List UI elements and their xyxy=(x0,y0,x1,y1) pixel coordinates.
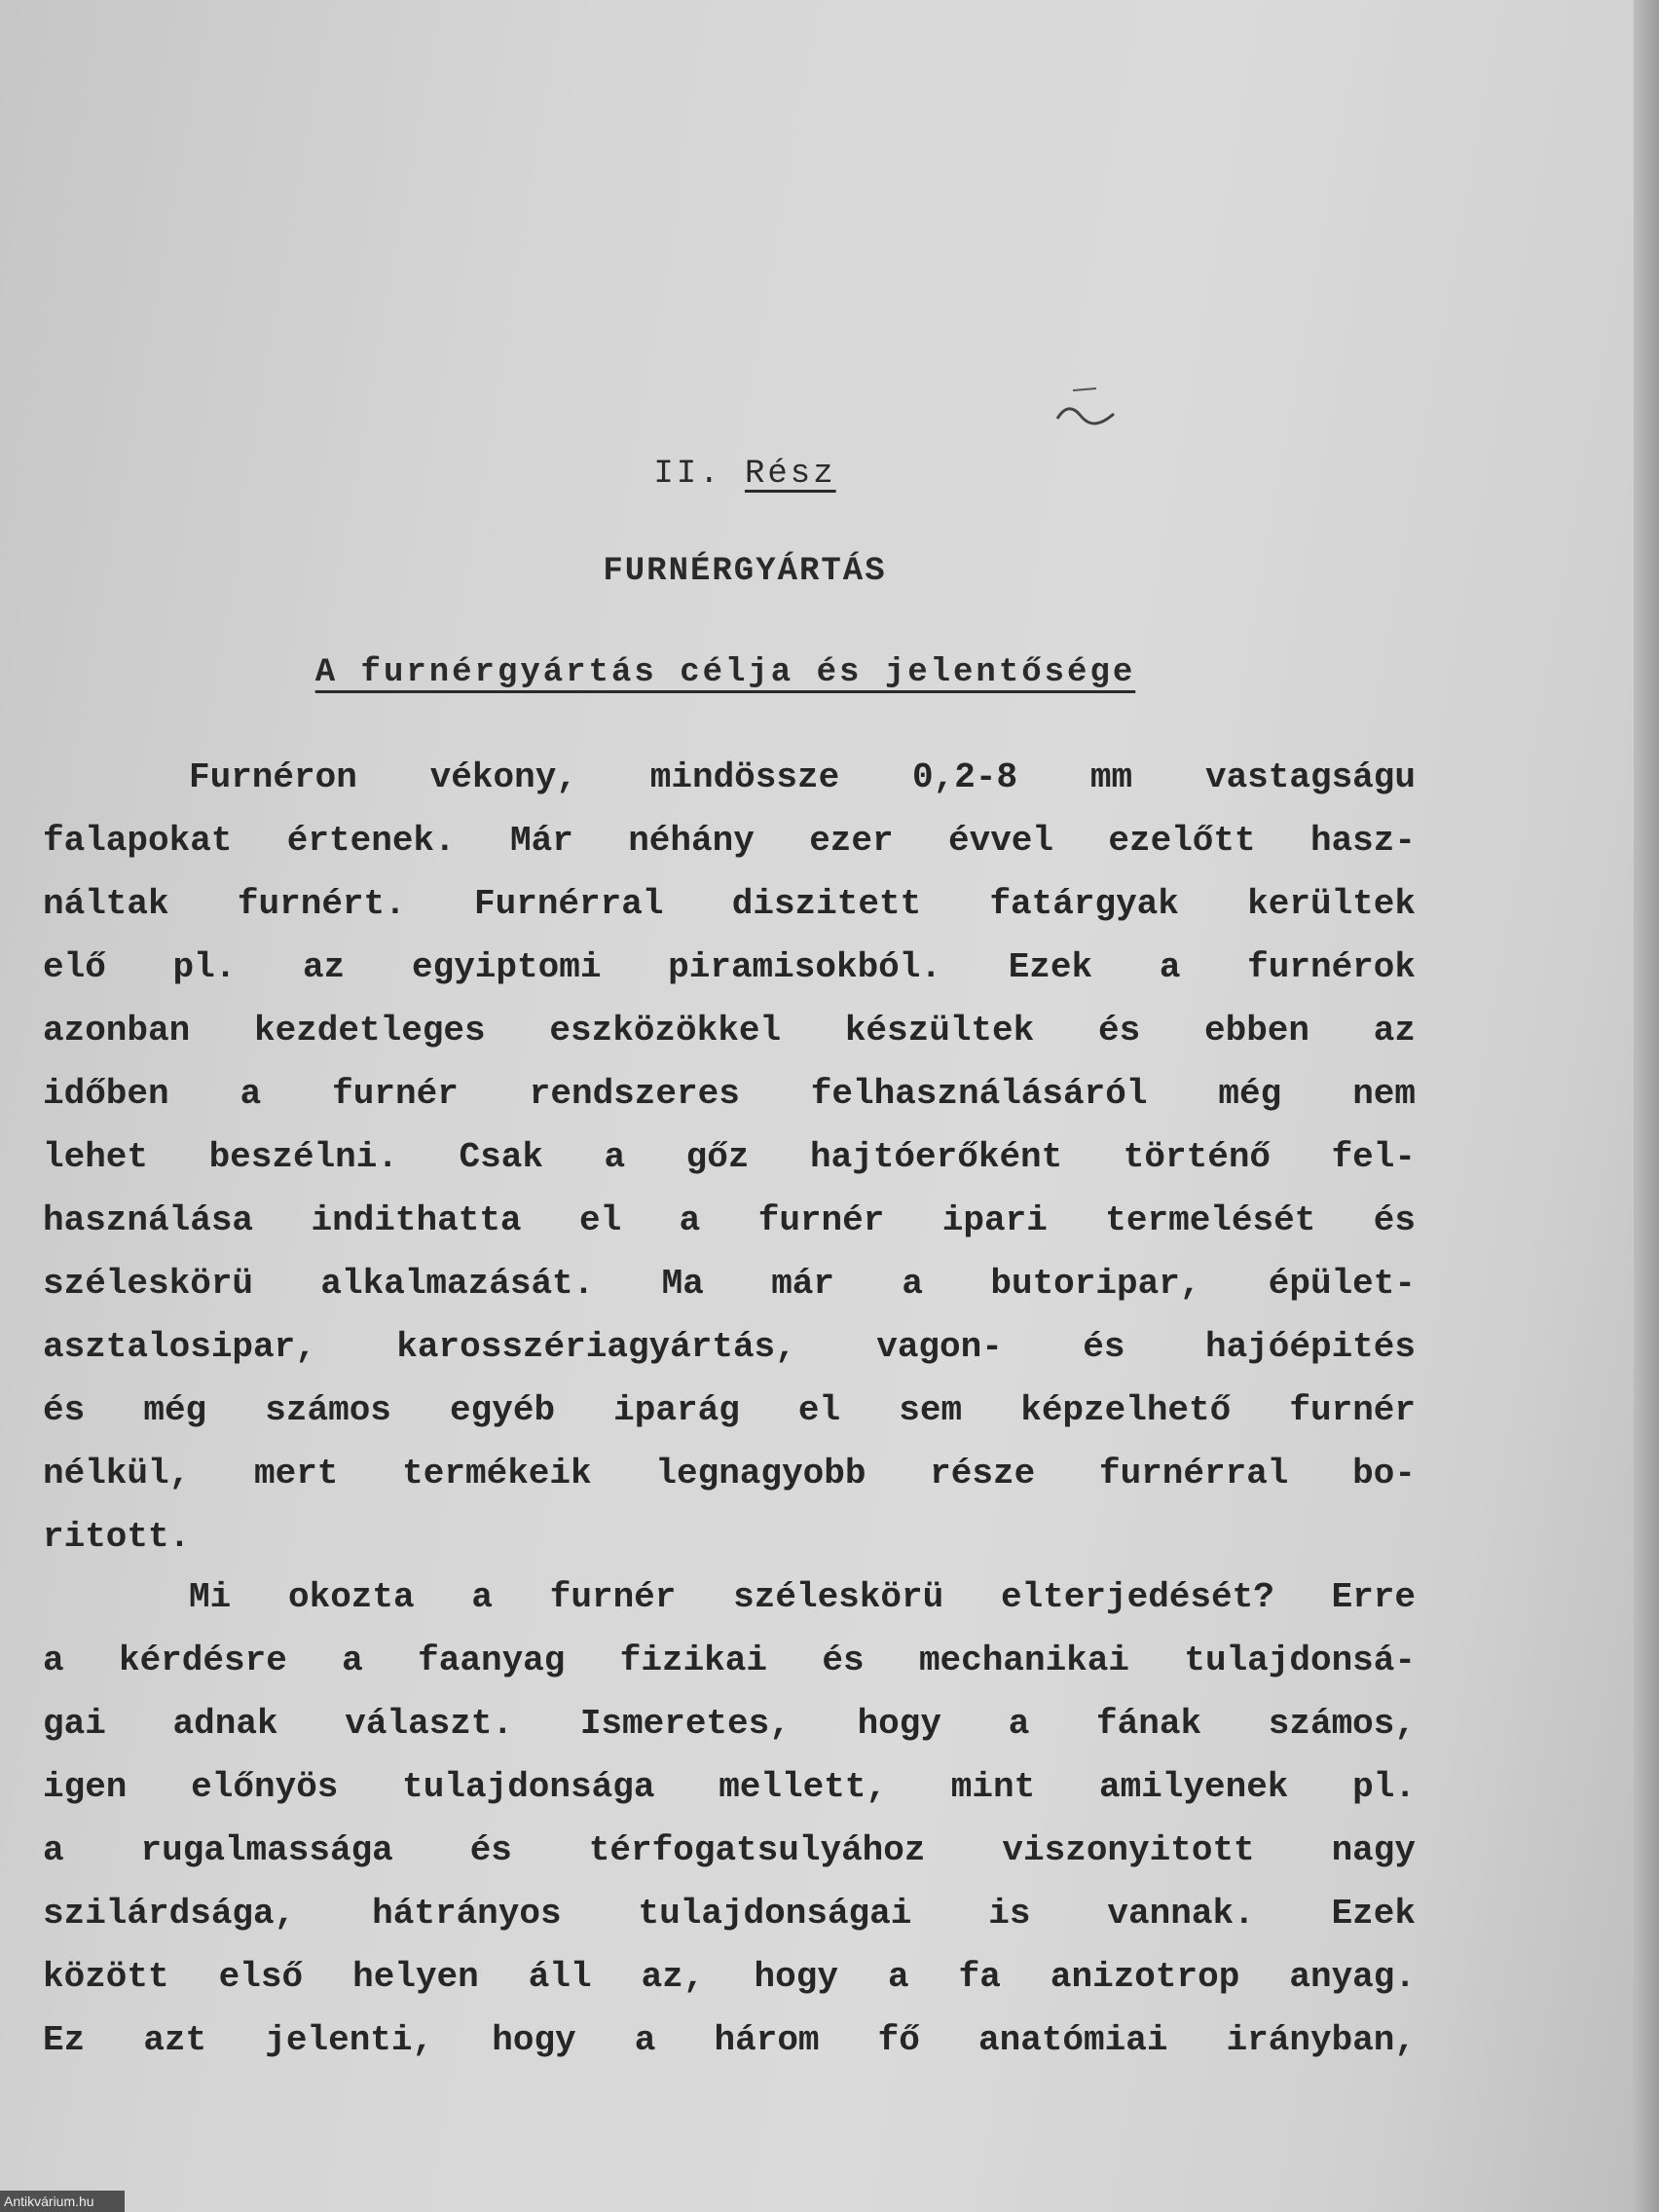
text-line: ritott. xyxy=(43,1517,191,1557)
text-line: Ez azt jelenti, hogy a három fő anatómiai irányban, xyxy=(43,2020,1416,2060)
text-line: között első helyen áll az, hogy a fa anizotrop anyag. xyxy=(43,1957,1416,1997)
watermark-label: Antikvárium.hu xyxy=(0,2191,125,2212)
text-line: azonban kezdetleges eszközökkel készültek és ebben az xyxy=(43,1011,1416,1051)
page-edge-shadow xyxy=(1634,0,1659,2212)
part-word: Rész xyxy=(745,456,836,493)
text-line: használása indithatta el a furnér ipari termelését és xyxy=(43,1200,1416,1240)
section-subtitle: A furnérgyártás célja és jelentősége xyxy=(314,654,1136,691)
text-line: és még számos egyéb iparág el sem képzelhető furnér xyxy=(43,1390,1416,1430)
text-line: lehet beszélni. Csak a gőz hajtóerőként történő fel- xyxy=(43,1137,1416,1177)
text-line: igen előnyös tulajdonsága mellett, mint amilyenek pl. xyxy=(43,1767,1416,1807)
text-line: náltak furnért. Furnérral diszitett fatárgyak kerültek xyxy=(43,884,1416,924)
text-line: falapokat értenek. Már néhány ezer évvel ezelőtt hasz- xyxy=(43,821,1416,861)
text-line: gai adnak választ. Ismeretes, hogy a fának számos, xyxy=(43,1704,1416,1744)
text-line: nélkül, mert termékeik legnagyobb része furnérral bo- xyxy=(43,1454,1416,1493)
text-line: a kérdésre a faanyag fizikai és mechanikai tulajdonsá- xyxy=(43,1641,1416,1680)
text-line: Furnéron vékony, mindössze 0,2-8 mm vastagságu xyxy=(189,757,1416,797)
text-line: Mi okozta a furnér széleskörü elterjedését? Erre xyxy=(189,1577,1416,1617)
text-line: szilárdsága, hátrányos tulajdonságai is vannak. Ezek xyxy=(43,1894,1416,1934)
handwritten-tilde-mark xyxy=(1051,385,1120,433)
text-line: a rugalmassága és térfogatsulyához viszonyitott nagy xyxy=(43,1830,1416,1870)
chapter-title: FURNÉRGYÁRTÁS xyxy=(603,553,887,590)
text-line: időben a furnér rendszeres felhasználásáról még nem xyxy=(43,1074,1416,1114)
text-line: széleskörü alkalmazását. Ma már a butoripar, épület- xyxy=(43,1264,1416,1304)
part-heading xyxy=(0,456,1490,493)
text-line: elő pl. az egyiptomi piramisokból. Ezek a furnérok xyxy=(43,947,1416,987)
part-number: II. xyxy=(653,456,722,493)
text-line: asztalosipar, karosszériagyártás, vagon- és hajóépités xyxy=(43,1327,1416,1367)
